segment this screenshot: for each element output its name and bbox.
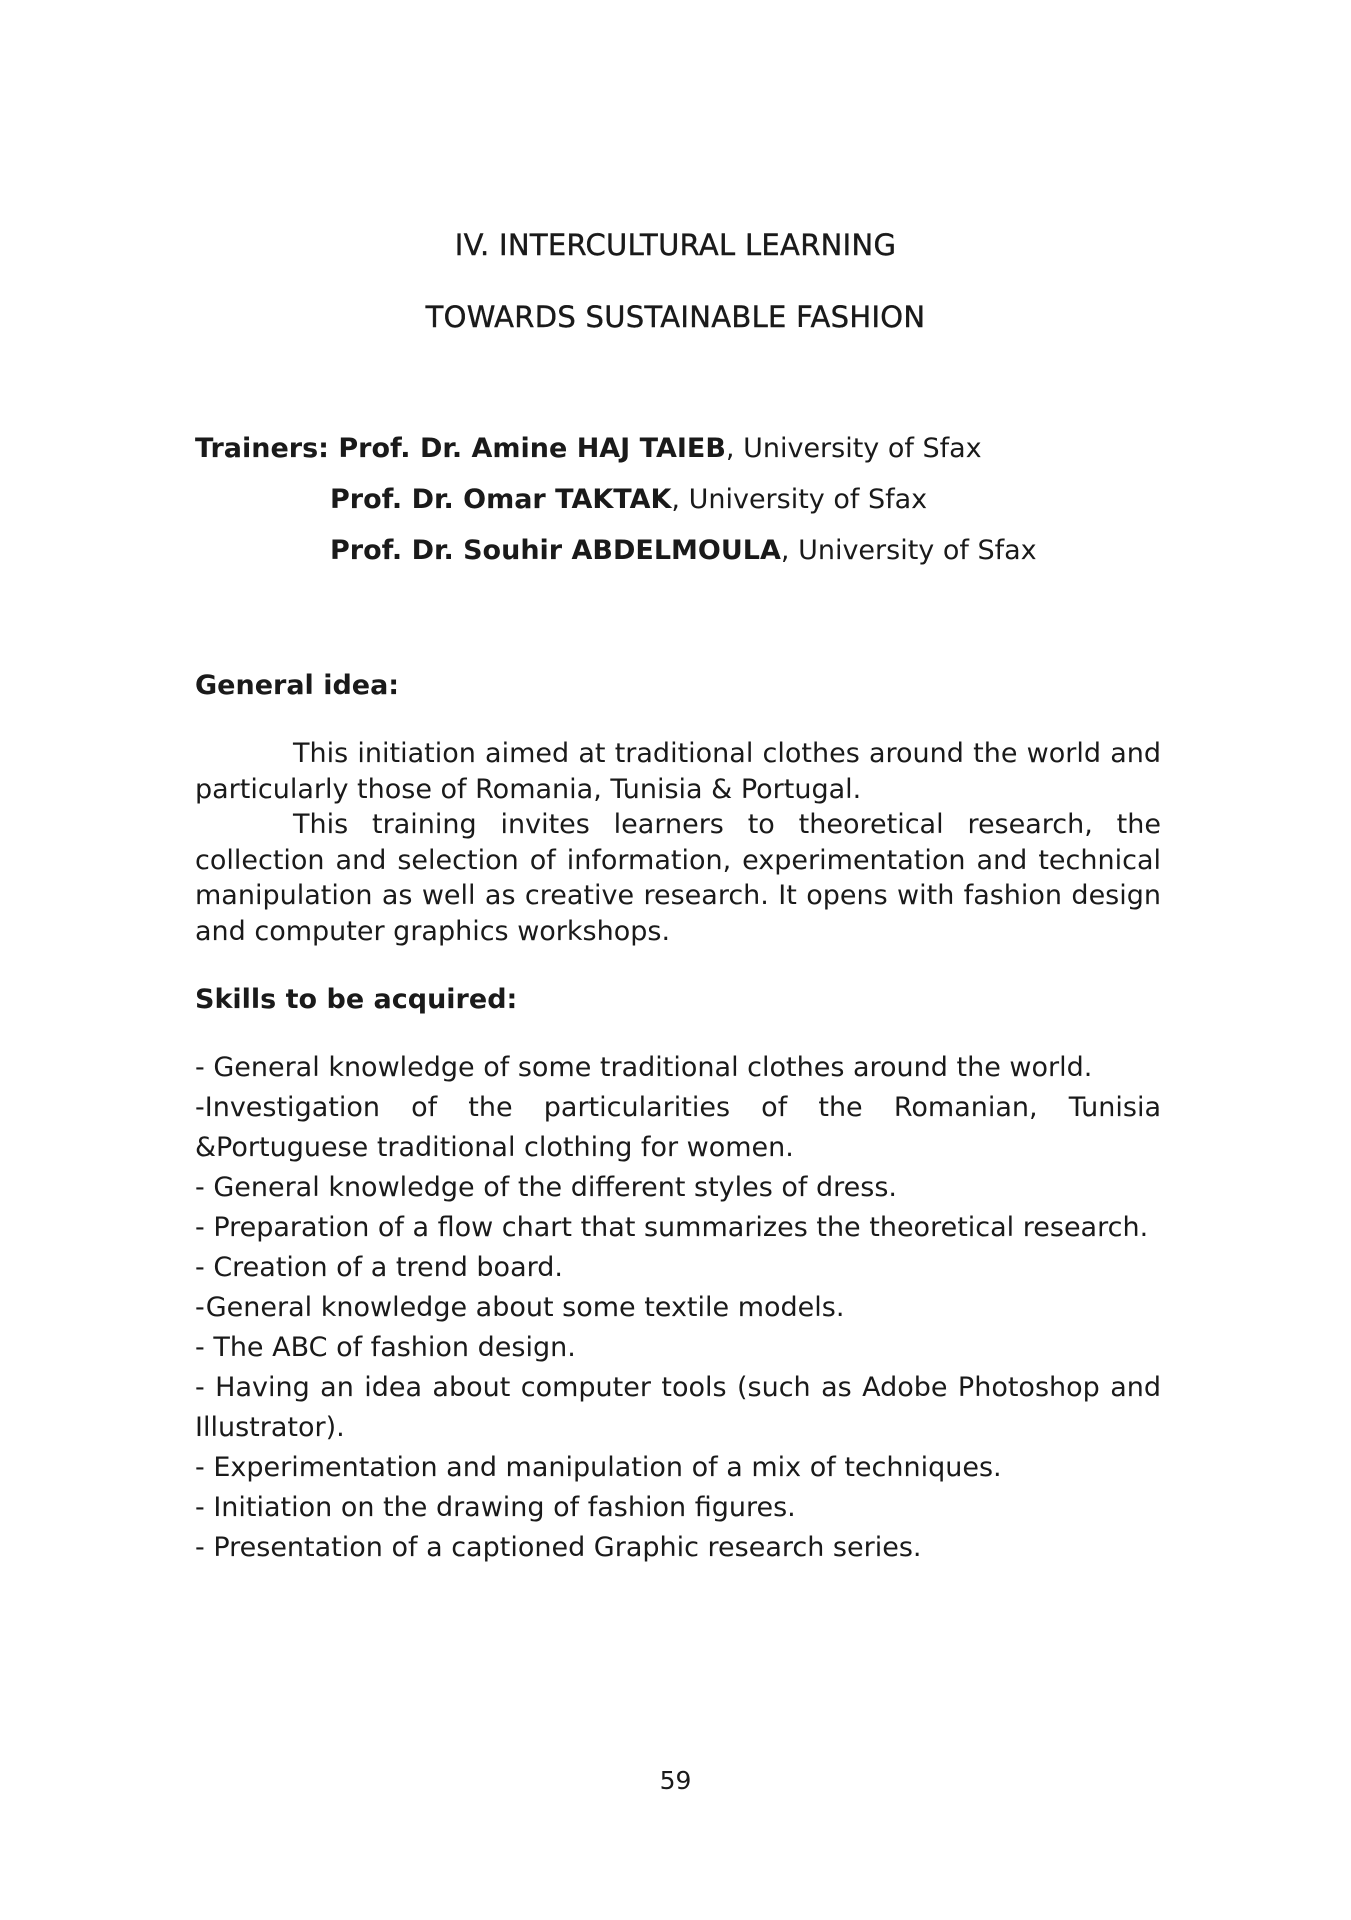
list-item: - Initiation on the drawing of fashion figures. (195, 1492, 796, 1523)
skills-heading: Skills to be acquired: (195, 984, 518, 1015)
list-item: - Presentation of a captioned Graphic research series. (195, 1532, 922, 1563)
list-item: - Experimentation and manipulation of a mix of techniques. (195, 1452, 1002, 1483)
paragraph: This training invites learners to theoretical research, the collection and selection of information, experimentation and technical manipulation as well as creative research. It opens with fashion design and computer graphics workshops. (195, 809, 1161, 947)
trainers-label: Trainers: (195, 433, 339, 464)
trainer-affiliation: , University of Sfax (725, 433, 982, 464)
trainer-row (195, 534, 1195, 585)
chapter-subtitle: TOWARDS SUSTAINABLE FASHION (425, 300, 926, 334)
trainer-affiliation: , University of Sfax (780, 535, 1037, 566)
list-item: - Creation of a trend board. (195, 1252, 563, 1283)
list-item: -Investigation of the particularities of the Romanian, Tunisia &Portuguese traditional clothing for women. (195, 1092, 1161, 1163)
trainer-name: Prof. Dr. Omar TAKTAK (330, 484, 672, 515)
trainer-name: Prof. Dr. Souhir ABDELMOULA (330, 535, 781, 566)
paragraph: This initiation aimed at traditional clothes around the world and particularly those of Romania, Tunisia & Portugal. (195, 738, 1161, 805)
trainer-row (195, 483, 1195, 534)
chapter-title: IV. INTERCULTURAL LEARNING (454, 228, 897, 262)
list-item: - Preparation of a flow chart that summarizes the theoretical research. (195, 1212, 1149, 1243)
trainer-affiliation: , University of Sfax (671, 484, 928, 515)
page-number: 59 (659, 1766, 692, 1795)
general-idea-body (195, 736, 1161, 949)
list-item: - General knowledge of the different styles of dress. (195, 1172, 897, 1203)
skills-list (195, 1048, 1161, 1568)
list-item: - Having an idea about computer tools (such as Adobe Photoshop and Illustrator). (195, 1372, 1161, 1443)
trainer-row (195, 432, 1195, 483)
list-item: - General knowledge of some traditional clothes around the world. (195, 1052, 1093, 1083)
list-item: -General knowledge about some textile models. (195, 1292, 845, 1323)
general-idea-heading: General idea: (195, 670, 400, 701)
trainers-block (195, 432, 1195, 585)
trainer-name: Prof. Dr. Amine HAJ TAIEB (338, 433, 726, 464)
list-item: - The ABC of fashion design. (195, 1332, 576, 1363)
